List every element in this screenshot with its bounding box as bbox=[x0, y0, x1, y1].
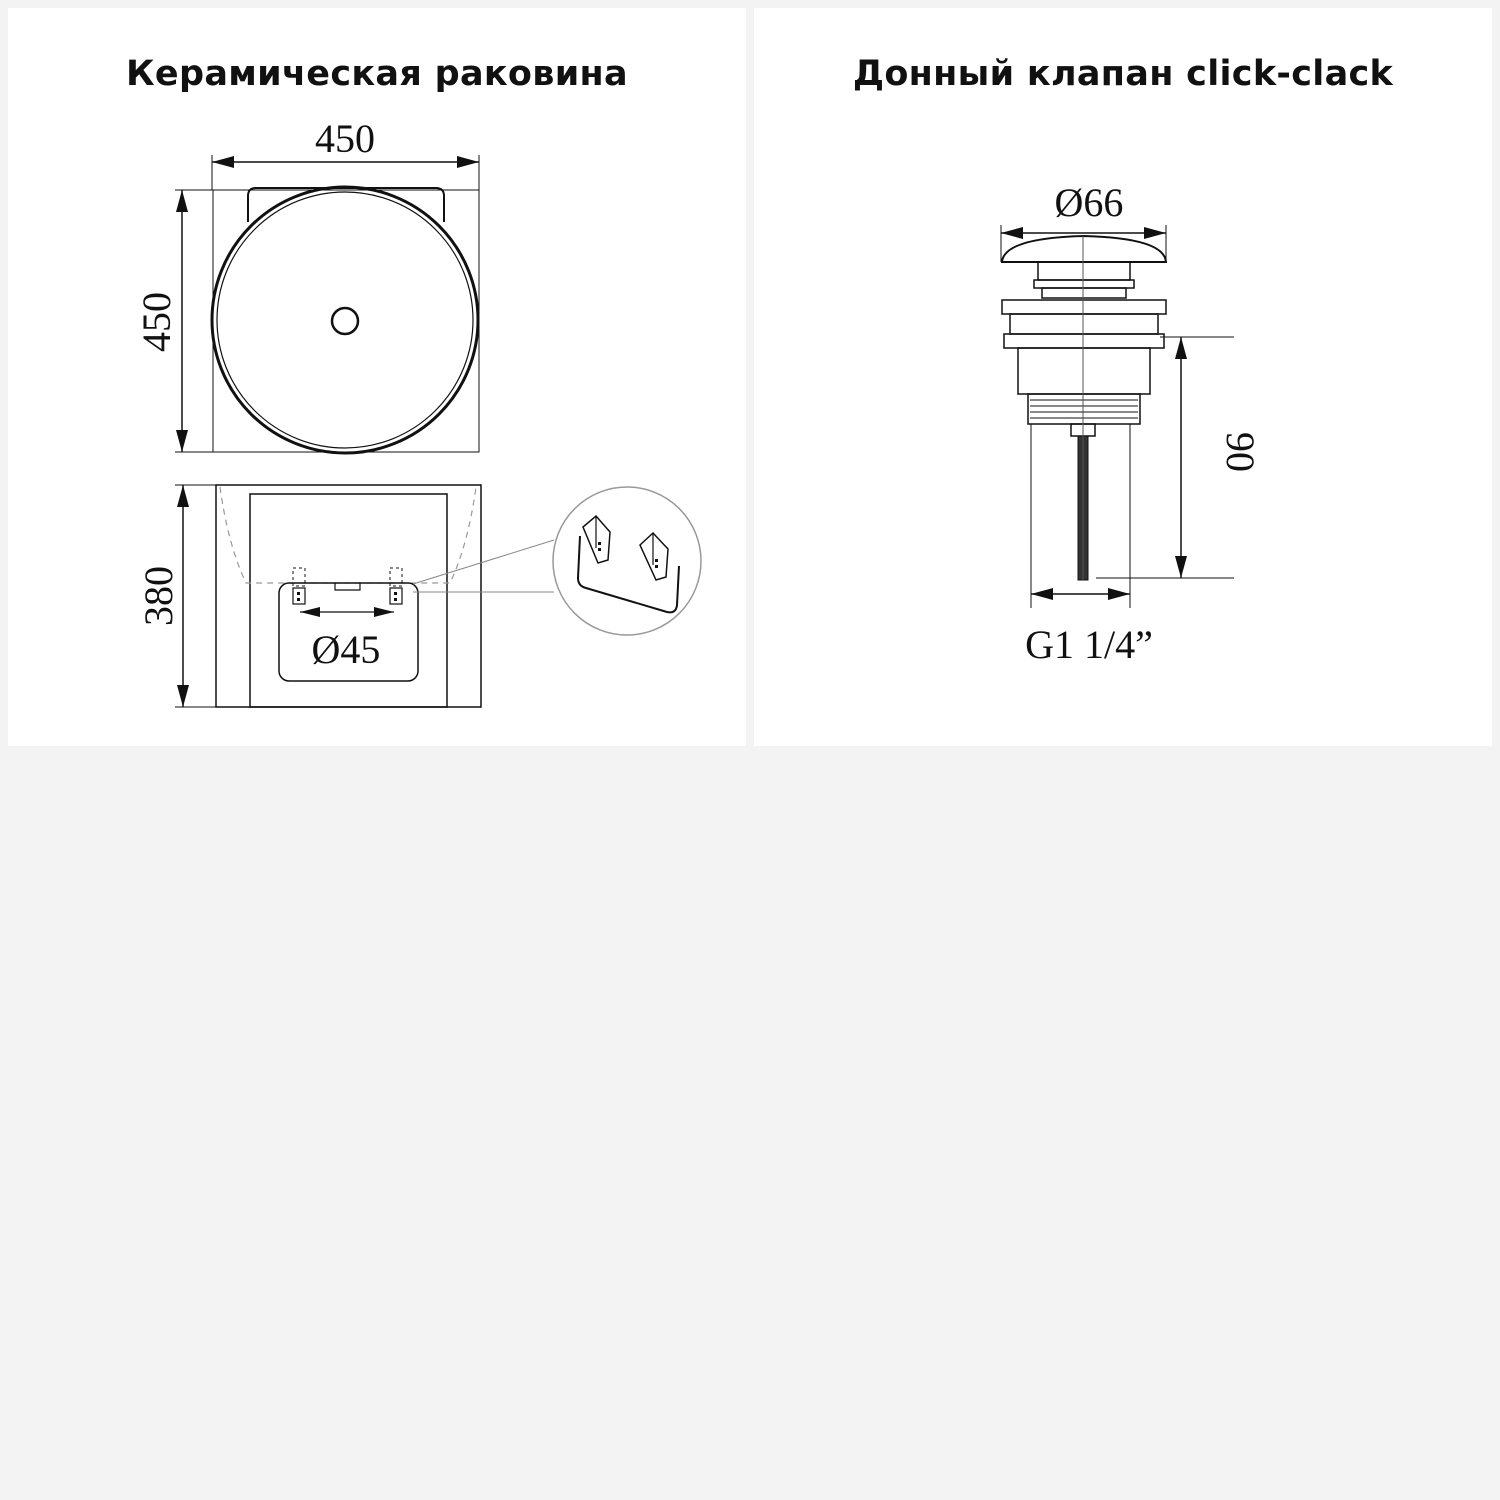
sink-height-dimension bbox=[136, 485, 216, 707]
sink-panel bbox=[8, 8, 746, 746]
bracket-detail-callout bbox=[413, 487, 701, 635]
sink-front-view bbox=[216, 485, 481, 707]
valve-body bbox=[1002, 236, 1166, 608]
valve-panel bbox=[754, 8, 1492, 746]
sink-top-view bbox=[212, 187, 479, 453]
sink-height-label: 380 bbox=[136, 566, 181, 626]
sink-drain-label: Ø45 bbox=[311, 627, 381, 672]
valve-thread-label: G1 1/4” bbox=[1025, 622, 1153, 667]
valve-cap-label: Ø66 bbox=[1054, 180, 1124, 225]
sink-depth-label: 450 bbox=[134, 292, 179, 352]
sink-width-label: 450 bbox=[315, 116, 375, 161]
valve-height-label: 90 bbox=[1218, 432, 1263, 472]
valve-height-dimension bbox=[1096, 337, 1263, 578]
sink-width-dimension bbox=[212, 116, 479, 190]
valve-title: Донный клапан click-clack bbox=[852, 54, 1394, 94]
valve-thread-dimension bbox=[1025, 588, 1153, 667]
sink-depth-dimension bbox=[134, 190, 213, 452]
sink-title: Керамическая раковина bbox=[126, 54, 628, 94]
valve-drawing bbox=[754, 8, 1492, 746]
sink-drawing bbox=[8, 8, 746, 746]
